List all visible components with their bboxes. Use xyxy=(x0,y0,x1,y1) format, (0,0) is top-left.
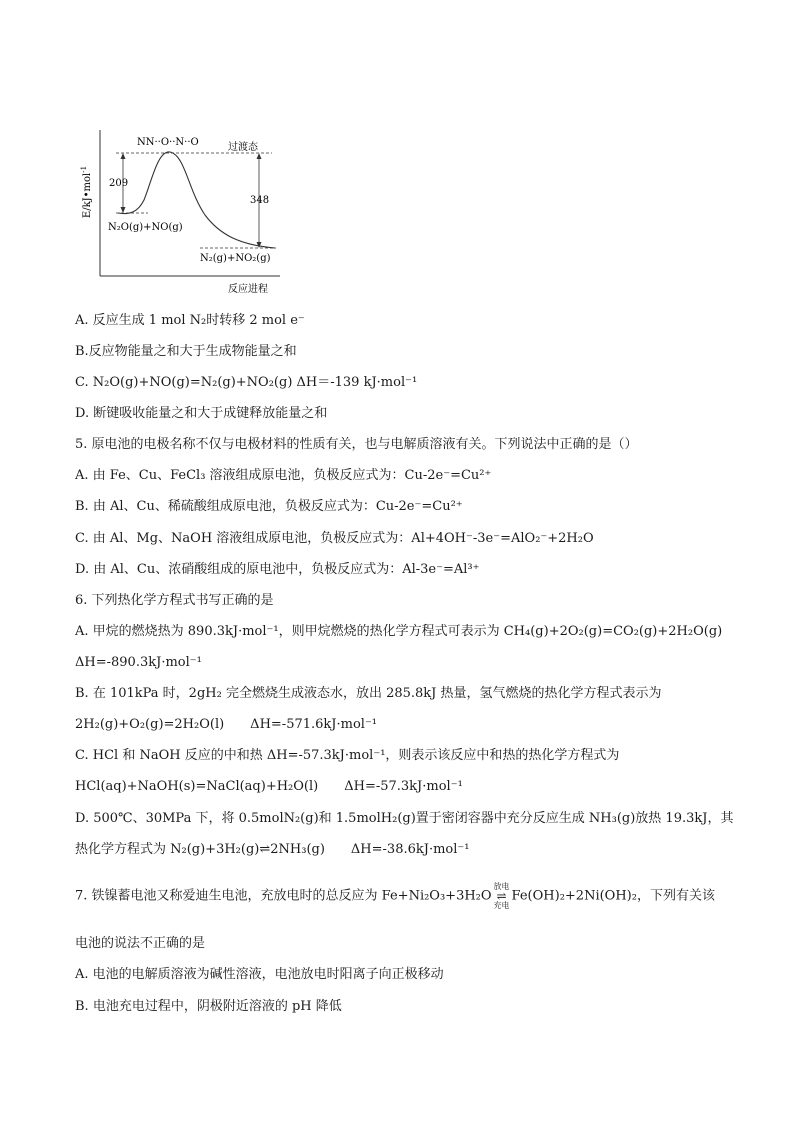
arrow-348-bottom-head xyxy=(257,242,262,248)
reversible-arrow-icon: ⇌ xyxy=(496,889,507,903)
option-6a-line1: A. 甲烷的燃烧热为 890.3kJ·mol⁻¹，则甲烷燃烧的热化学方程式可表示为 CH₄(g)+2O₂(g)=CO₂(g)+2H₂O(g) xyxy=(75,624,723,639)
option-5b: B. 由 Al、Cu、稀硫酸组成原电池，负极反应式为：Cu-2e⁻=Cu²⁺ xyxy=(75,499,463,514)
reaction-condition xyxy=(494,882,510,910)
question-7-text-before: 7. 铁镍蓄电池又称爱迪生电池，充放电时的总反应为 Fe+Ni₂O₃+3H₂O xyxy=(75,888,492,904)
x-axis-label: 反应进程 xyxy=(228,284,268,295)
option-6d-line2: 热化学方程式为 N₂(g)+3H₂(g)⇌2NH₃(g) ΔH=-38.6kJ·mol⁻¹ xyxy=(75,842,470,857)
option-6c-line2: HCl(aq)+NaOH(s)=NaCl(aq)+H₂O(l) ΔH=-57.3kJ·mol⁻¹ xyxy=(75,779,463,794)
question-5: 5. 原电池的电极名称不仅与电极材料的性质有关，也与电解质溶液有关。下列说法中正确的是（） xyxy=(75,437,638,452)
condition-charge: 充电 xyxy=(493,901,510,910)
option-4a: A. 反应生成 1 mol N₂时转移 2 mol e⁻ xyxy=(75,313,305,328)
option-4b: B.反应物能量之和大于生成物能量之和 xyxy=(75,344,297,359)
reactant-label: N₂O(g)+NO(g) xyxy=(108,222,183,233)
condition-discharge: 放电 xyxy=(493,882,510,891)
product-label: N₂(g)+NO₂(g) xyxy=(200,253,271,264)
option-5c: C. 由 Al、Mg、NaOH 溶液组成原电池，负极反应式为：Al+4OH⁻-3e⁻=AlO₂⁻+2H₂O xyxy=(75,531,594,546)
energy-diagram xyxy=(70,100,300,300)
option-4c: C. N₂O(g)+NO(g)=N₂(g)+NO₂(g) ΔH＝-139 kJ·mol⁻¹ xyxy=(75,375,418,390)
transition-label: 过渡态 xyxy=(228,142,258,153)
option-5a: A. 由 Fe、Cu、FeCl₃ 溶液组成原电池，负极反应式为：Cu-2e⁻=Cu²⁺ xyxy=(75,468,492,483)
option-4d: D. 断键吸收能量之和大于成键释放能量之和 xyxy=(75,406,328,421)
option-7b: B. 电池充电过程中，阴极附近溶液的 pH 降低 xyxy=(75,999,342,1014)
question-7-continued: 电池的说法不正确的是 xyxy=(75,936,206,951)
option-6a-line2: ΔH=-890.3kJ·mol⁻¹ xyxy=(75,655,202,670)
option-7a: A. 电池的电解质溶液为碱性溶液，电池放电时阳离子向正极移动 xyxy=(75,967,444,982)
value-209: 209 xyxy=(109,178,129,189)
option-6d-line1: D. 500℃、30MPa 下，将 0.5molN₂(g)和 1.5molH₂(g)置于密闭容器中充分反应生成 NH₃(g)放热 19.3kJ，其 xyxy=(75,811,734,826)
value-348: 348 xyxy=(250,195,270,206)
question-7 xyxy=(75,882,715,910)
arrow-209-bottom-head xyxy=(121,207,126,213)
arrow-209-top-head xyxy=(121,153,126,159)
arrow-348-top-head xyxy=(257,153,262,159)
y-axis-label-sup: -1 xyxy=(80,165,88,173)
y-axis-label: E/kJ•mol$^{-1}$ xyxy=(80,165,93,219)
option-5d: D. 由 Al、Cu、浓硝酸组成的原电池中，负极反应式为：Al-3e⁻=Al³⁺ xyxy=(75,562,480,577)
option-6b-line2: 2H₂(g)+O₂(g)=2H₂O(l) ΔH=-571.6kJ·mol⁻¹ xyxy=(75,717,378,732)
option-6c-line1: C. HCl 和 NaOH 反应的中和热 ΔH=-57.3kJ·mol⁻¹，则表示该反应中和热的热化学方程式为 xyxy=(75,748,620,763)
molecule-label: NN··O··N··O xyxy=(137,137,199,148)
question-6: 6. 下列热化学方程式书写正确的是 xyxy=(75,593,274,608)
question-7-text-after: Fe(OH)₂+2Ni(OH)₂，下列有关该 xyxy=(511,888,715,904)
option-6b-line1: B. 在 101kPa 时，2gH₂ 完全燃烧生成液态水，放出 285.8kJ 热量，氢气燃烧的热化学方程式表示为 xyxy=(75,686,662,701)
